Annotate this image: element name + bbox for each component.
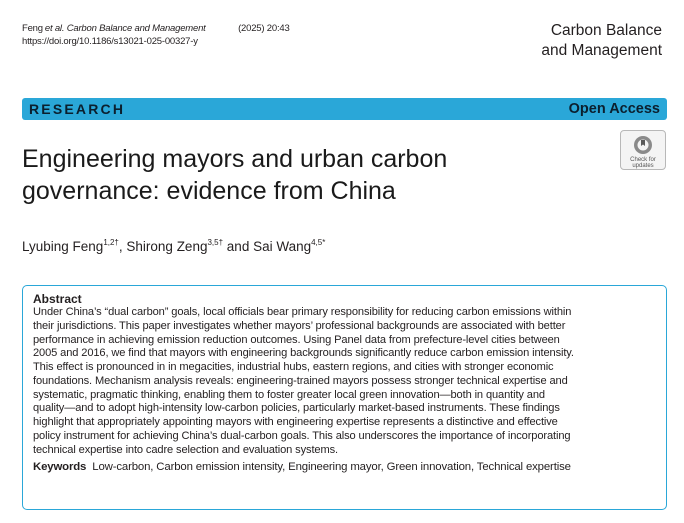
- abstract-line: systematic, pragmatic thinking, enabling them to foster greater local green innovation—both in quantity and: [33, 388, 545, 401]
- citation-year: (2025) 20:43: [238, 23, 290, 34]
- abstract-line: policy instrument for achieving China’s dual-carbon goals. This also underscores the importance of incorporating: [33, 429, 571, 442]
- author: Sai Wang$^{4,5*}$: [253, 238, 326, 254]
- check-updates-icon: [633, 135, 653, 155]
- paper-title: [22, 143, 582, 207]
- author: Lyubing Feng$^{1,2\dagger}$: [22, 238, 119, 254]
- abstract-line: highlight that appropriately appointing mayors with engineering expertise represents a distinctive and effective: [33, 416, 558, 428]
- section-banner: [22, 98, 667, 120]
- abstract-box: [22, 285, 667, 510]
- abstract-line: quality—and to adopt high-intensity low-carbon policies, particularly market-based instruments. These findings: [33, 402, 560, 415]
- check-for-updates-button[interactable]: [620, 130, 666, 170]
- abstract-line: their jurisdictions. This paper investigates whether mayors’ professional backgrounds are associated with better: [33, 319, 566, 332]
- journal-name-line2: and Management: [541, 42, 662, 59]
- abstract-line: performance in achieving emission reduction outcomes. Using Panel data from prefecture-level cities between: [33, 333, 560, 346]
- citation-authors: Feng: [22, 23, 43, 34]
- abstract-line: This effect is pronounced in in megacities, industrial hubs, eastern regions, and cities with stronger economic: [33, 361, 554, 373]
- abstract-line: technical expertise into cadre selection and evaluation systems.: [33, 443, 338, 456]
- citation-journal: Carbon Balance and Management: [66, 23, 206, 34]
- citation-doi[interactable]: https://doi.org/10.1186/s13021-025-00327-y: [22, 36, 198, 47]
- abstract-line: foundations. Mechanism analysis reveals: engineering-trained mayors possess stronger technical expertise and: [33, 374, 568, 387]
- journal-name-line1: Carbon Balance: [550, 22, 662, 39]
- keywords: [33, 460, 656, 474]
- citation-etal: et al.: [44, 23, 65, 34]
- abstract-heading: Abstract: [33, 292, 82, 306]
- keywords-text: Low-carbon, Carbon emission intensity, Engineering mayor, Green innovation, Technical expertise: [92, 461, 571, 474]
- abstract-text: [33, 306, 656, 457]
- journal-name: [541, 21, 662, 61]
- author: Shirong Zeng$^{3,5\dagger}$: [126, 238, 224, 254]
- abstract-line: 2005 and 2016, we find that mayors with engineering backgrounds significantly reduce carbon emission intensity.: [33, 347, 574, 360]
- title-line2: governance: evidence from China: [22, 177, 396, 205]
- citation-header: [22, 22, 292, 48]
- title-line1: Engineering mayors and urban carbon: [22, 145, 448, 173]
- author-list: Lyubing Feng$^{1,2\dagger}$, Shirong Zeng$^{3,5\dagger}$ and Sai Wang$^{4,5*}$: [22, 238, 326, 254]
- check-updates-label: Check for updates: [630, 157, 656, 169]
- section-label: RESEARCH: [29, 101, 126, 117]
- abstract-line: Under China’s “dual carbon” goals, local officials bear primary responsibility for reducing carbon emissions within: [33, 306, 572, 318]
- open-access-label: Open Access: [568, 101, 660, 117]
- keywords-label: Keywords: [33, 461, 87, 474]
